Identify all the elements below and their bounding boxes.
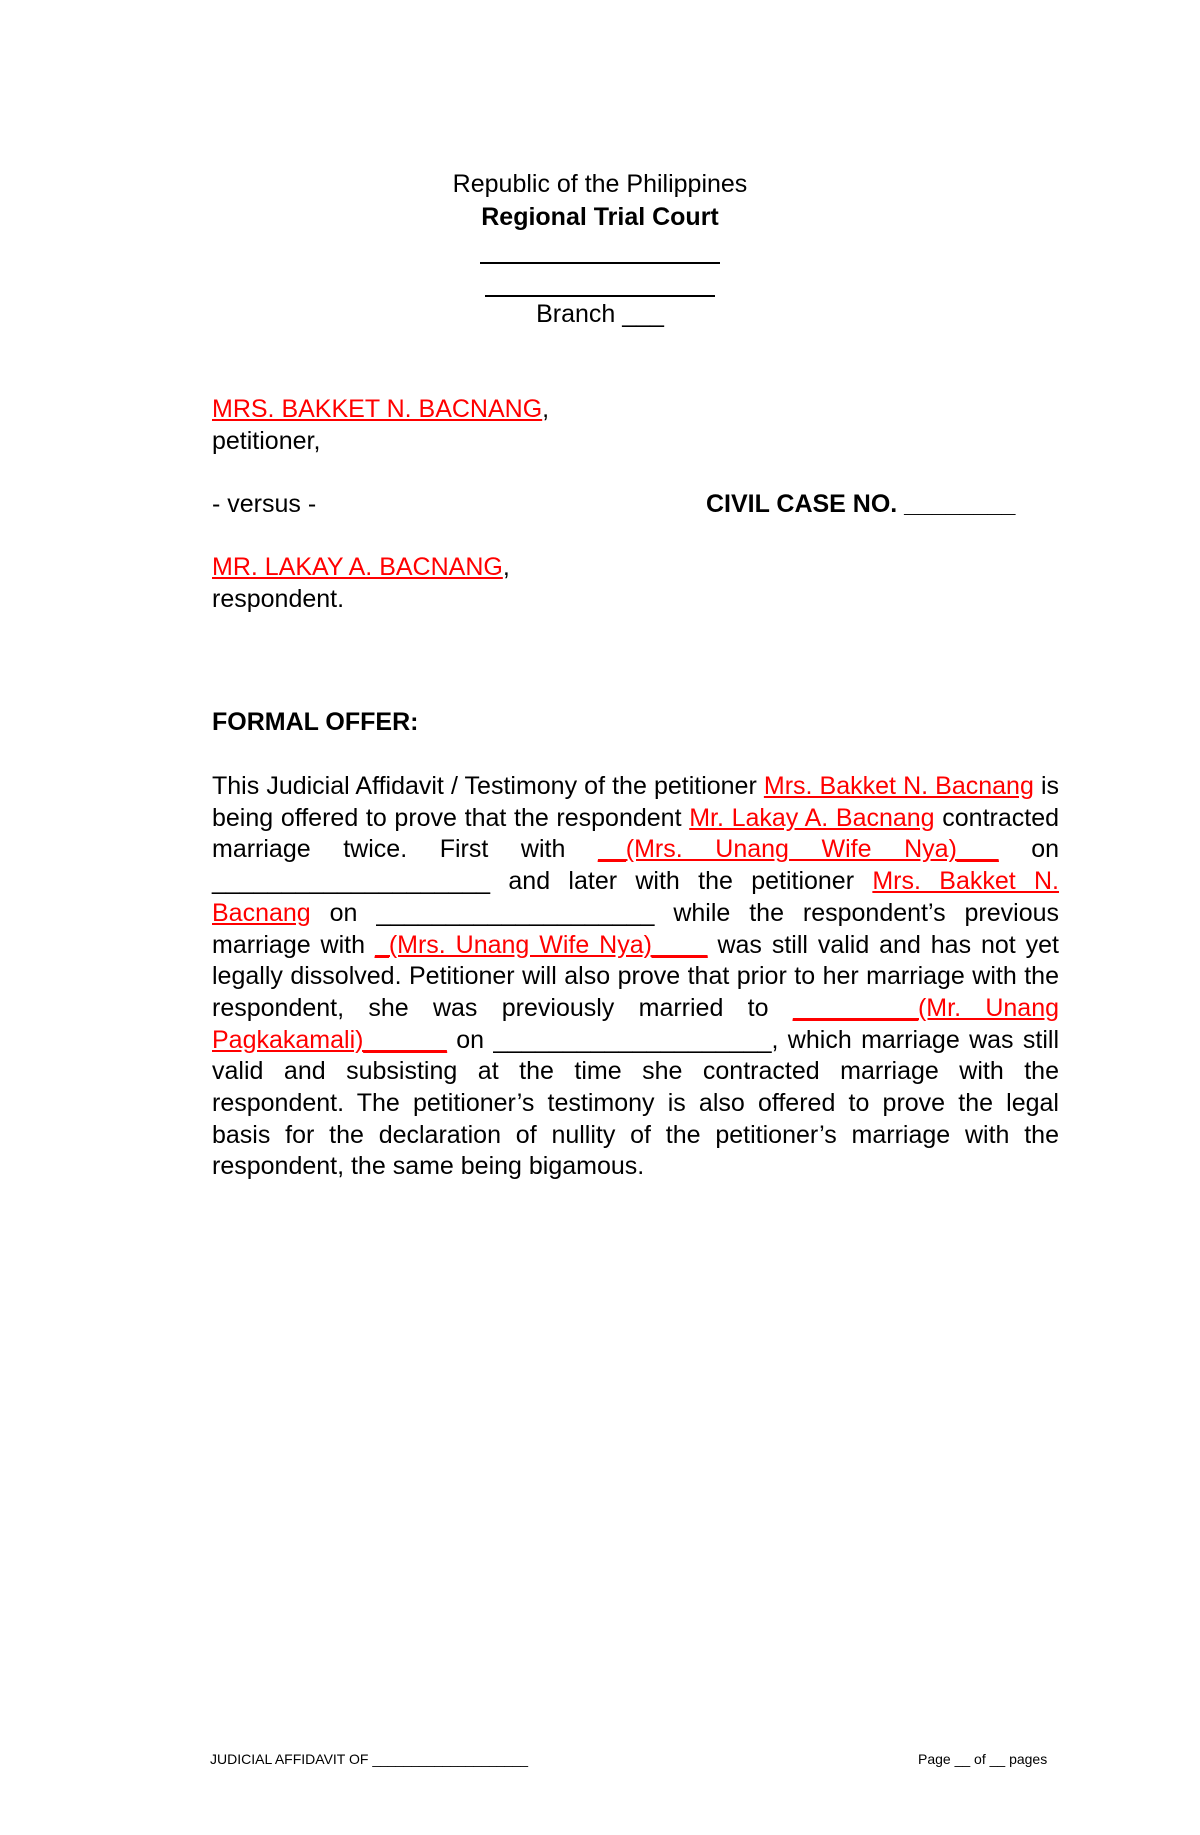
respondent-name: MR. LAKAY A. BACNANG — [212, 553, 503, 581]
body-text: was still valid and has not yet legally dissolved. Petitioner will also prove that prior to her marriage with the respondent, she was previously married to — [212, 930, 1059, 1022]
versus-label: - versus - — [212, 490, 317, 518]
body-text: and later with the petitioner — [490, 867, 873, 896]
petitioner-role: petitioner, — [212, 427, 321, 455]
court-blank-line-2 — [0, 271, 1200, 297]
body-text: on — [446, 1025, 494, 1054]
previous-marriage-date-blank: ____________________ — [493, 1025, 772, 1054]
formal-offer-heading: FORMAL OFFER: — [212, 708, 419, 736]
body-text: on — [998, 835, 1060, 864]
first-wife-name: _(Mrs. Unang Wife Nya)____ — [374, 930, 708, 959]
formal-offer-paragraph — [212, 771, 1059, 1183]
civil-case-number: CIVIL CASE NO. ________ — [706, 490, 1016, 518]
second-marriage-date-blank: ____________________ — [376, 898, 655, 927]
court-blank-line-1 — [0, 238, 1200, 264]
body-text: on — [310, 898, 377, 927]
body-text: , which marriage was still valid and subsisting at the time she contracted marriage with the respondent. The petitioner’s testimony is also offered to prove the legal basis for the declaration of nullity of the petitioner’s marriage with the respondent, the same being bigamous. — [212, 1025, 1060, 1181]
republic-heading: Republic of the Philippines — [452, 170, 748, 198]
branch-label: Branch ___ — [536, 300, 664, 328]
petitioner-name-line: MRS. BAKKET N. BACNANG, — [212, 395, 550, 423]
first-wife-name: __(Mrs. Unang Wife Nya)___ — [597, 835, 999, 864]
body-text: This Judicial Affidavit / Testimony of the petitioner — [212, 772, 764, 800]
petitioner-name: MRS. BAKKET N. BACNANG — [212, 395, 543, 423]
petitioner-previous-spouse-name: _________(Mr. Unang Pagkakamali)______ — [212, 993, 1060, 1054]
petitioner-name-inline: Mrs. Bakket N. Bacnang — [212, 867, 1060, 927]
petitioner-name-inline: Mrs. Bakket N. Bacnang — [763, 772, 1034, 800]
body-text: is being offered to prove that the respondent — [212, 772, 1059, 832]
court-heading: Regional Trial Court — [481, 203, 719, 231]
first-marriage-date-blank: ____________________ — [212, 867, 491, 896]
body-text: while the respondent’s previous marriage with — [212, 898, 1059, 959]
respondent-name-line: MR. LAKAY A. BACNANG, — [212, 553, 510, 581]
footer-affidavit-label: JUDICIAL AFFIDAVIT OF ____________________ — [210, 1751, 529, 1767]
footer-page-count: Page __ of __ pages — [918, 1751, 1048, 1767]
respondent-role: respondent. — [212, 585, 345, 613]
respondent-name-inline: Mr. Lakay A. Bacnang — [689, 803, 935, 832]
body-text: contracted marriage twice. First with — [212, 803, 1060, 864]
